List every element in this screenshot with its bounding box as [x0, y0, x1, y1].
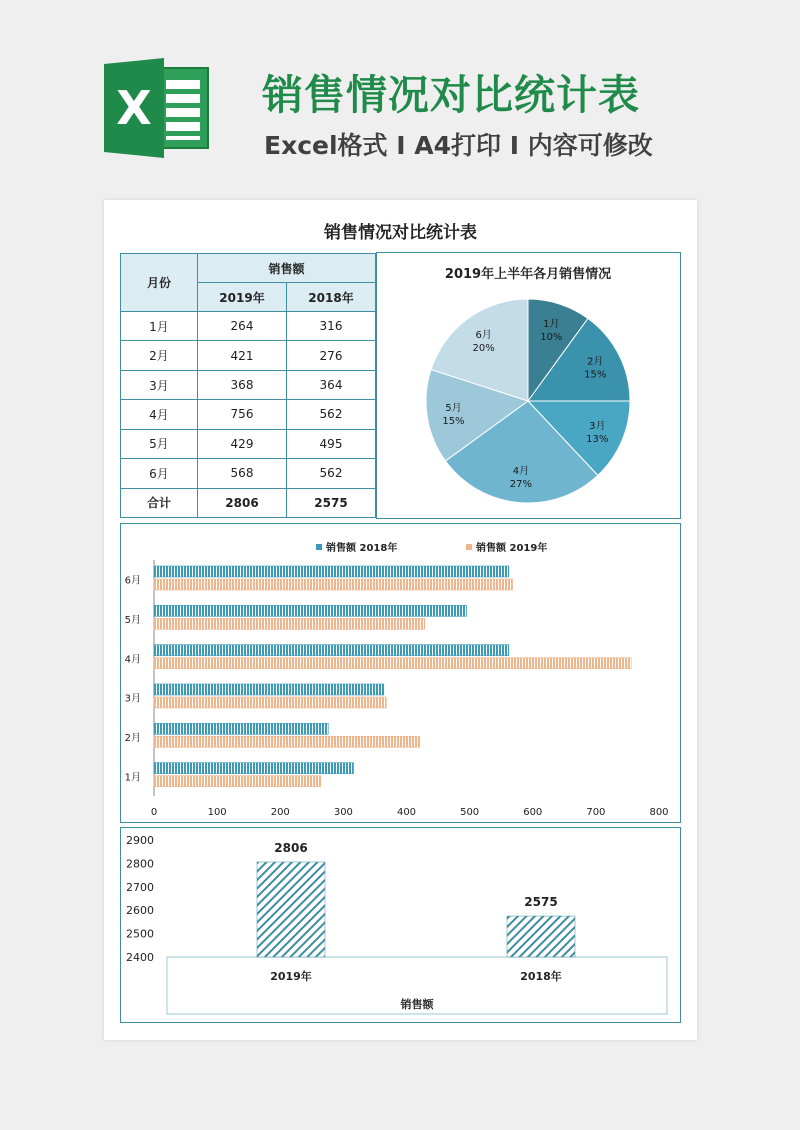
x-tick-label: 300	[333, 807, 353, 818]
x-axis-label: 销售额	[400, 998, 434, 1011]
y-tick-label: 6月	[124, 575, 141, 587]
y-tick-label: 2600	[126, 904, 154, 918]
excel-icon	[104, 58, 212, 158]
sales-table	[120, 253, 376, 518]
x-tick-label: 800	[649, 807, 669, 818]
y-tick-label: 2月	[124, 733, 141, 744]
pie-title: 2019年上半年各月销售情况	[444, 267, 612, 282]
pie-percent-label: 20%	[472, 342, 495, 354]
y-tick-label: 2800	[126, 857, 154, 871]
value-cell: 316	[287, 312, 376, 341]
table-row	[121, 370, 376, 399]
y-tick-label: 2700	[126, 880, 154, 894]
value-cell: 421	[198, 341, 287, 370]
pie-chart	[377, 253, 680, 518]
legend-label: 销售额 2018年	[326, 543, 398, 554]
column-bar	[507, 916, 575, 957]
value-cell: 562	[287, 459, 376, 488]
table-row	[121, 400, 376, 429]
pie-percent-label: 15%	[442, 415, 465, 427]
pie-percent-label: 10%	[540, 332, 563, 344]
year-header-2019: 2019年	[198, 283, 287, 312]
pie-category-label: 5月	[445, 402, 462, 414]
pie-category-label: 4月	[512, 466, 530, 478]
total-row	[121, 488, 376, 517]
x-tick-label: 2019年	[270, 970, 312, 983]
y-tick-label: 2400	[126, 951, 154, 964]
bar	[154, 723, 328, 734]
month-cell: 5月	[121, 429, 198, 458]
table-row	[121, 459, 376, 488]
pie-chart-panel	[376, 252, 681, 519]
y-tick-label: 2900	[126, 834, 154, 847]
value-cell: 276	[287, 341, 376, 370]
month-cell: 3月	[121, 370, 198, 399]
bar-chart-panel	[120, 523, 681, 823]
bar	[154, 697, 386, 708]
x-tick-label: 200	[270, 807, 290, 818]
value-cell: 364	[287, 370, 376, 399]
value-cell: 429	[198, 429, 287, 458]
x-tick-label: 2018年	[520, 970, 562, 983]
bar	[154, 605, 466, 616]
column-chart-panel	[120, 827, 681, 1023]
month-cell: 1月	[121, 312, 198, 341]
bar	[154, 645, 509, 656]
x-tick-label: 700	[586, 807, 606, 818]
pie-category-label: 1月	[543, 319, 560, 331]
legend-label: 销售额 2019年	[476, 543, 548, 554]
value-cell: 568	[198, 459, 287, 488]
value-cell: 368	[198, 370, 287, 399]
x-tick-label: 500	[460, 807, 480, 818]
y-tick-label: 5月	[124, 615, 141, 626]
column-bar	[257, 862, 325, 957]
bar	[154, 763, 353, 774]
total-column-chart	[121, 828, 680, 1022]
bar	[154, 618, 425, 629]
month-cell: 6月	[121, 459, 198, 488]
pie-percent-label: 13%	[586, 433, 609, 445]
bar	[154, 684, 384, 695]
y-tick-label: 3月	[124, 693, 141, 705]
y-tick-label: 4月	[124, 654, 141, 666]
value-cell: 756	[198, 400, 287, 429]
bar	[154, 776, 321, 787]
month-header: 月份	[121, 254, 198, 312]
y-tick-label: 1月	[124, 772, 141, 784]
table-row	[121, 429, 376, 458]
sheet-title: 销售情况对比统计表	[324, 223, 477, 243]
x-tick-label: 400	[396, 807, 417, 818]
value-cell: 264	[198, 312, 287, 341]
table-row	[121, 341, 376, 370]
bar	[154, 579, 513, 590]
page-subtitle: Excel格式 I A4打印 I 内容可修改	[264, 131, 653, 160]
y-tick-label: 2500	[126, 927, 154, 941]
value-cell: 495	[287, 429, 376, 458]
bar	[154, 736, 420, 747]
pie-category-label: 2月	[587, 356, 604, 368]
data-label: 2575	[524, 895, 558, 910]
total-2019: 2806	[198, 488, 287, 517]
data-label: 2806	[274, 840, 308, 855]
monthly-bar-chart	[121, 524, 680, 822]
pie-category-label: 3月	[589, 420, 606, 432]
total-label: 合计	[121, 488, 198, 517]
legend-swatch	[316, 544, 322, 550]
x-tick-label: 100	[207, 807, 227, 818]
x-tick-label: 0	[150, 807, 158, 818]
pie-category-label: 6月	[475, 329, 492, 341]
sheet	[104, 200, 697, 1040]
bar	[154, 658, 631, 669]
month-cell: 2月	[121, 341, 198, 370]
legend-swatch	[466, 544, 472, 550]
x-tick-label: 600	[523, 807, 543, 818]
page-title: 销售情况对比统计表	[262, 71, 640, 119]
sales-group-header: 销售额	[198, 254, 376, 283]
pie-percent-label: 15%	[584, 369, 607, 381]
year-header-2018: 2018年	[287, 283, 376, 312]
total-2018: 2575	[287, 488, 376, 517]
table-row	[121, 312, 376, 341]
value-cell: 562	[287, 400, 376, 429]
logo-letter: X	[116, 81, 152, 135]
pie-percent-label: 27%	[509, 479, 533, 491]
month-cell: 4月	[121, 400, 198, 429]
bar	[154, 566, 509, 577]
